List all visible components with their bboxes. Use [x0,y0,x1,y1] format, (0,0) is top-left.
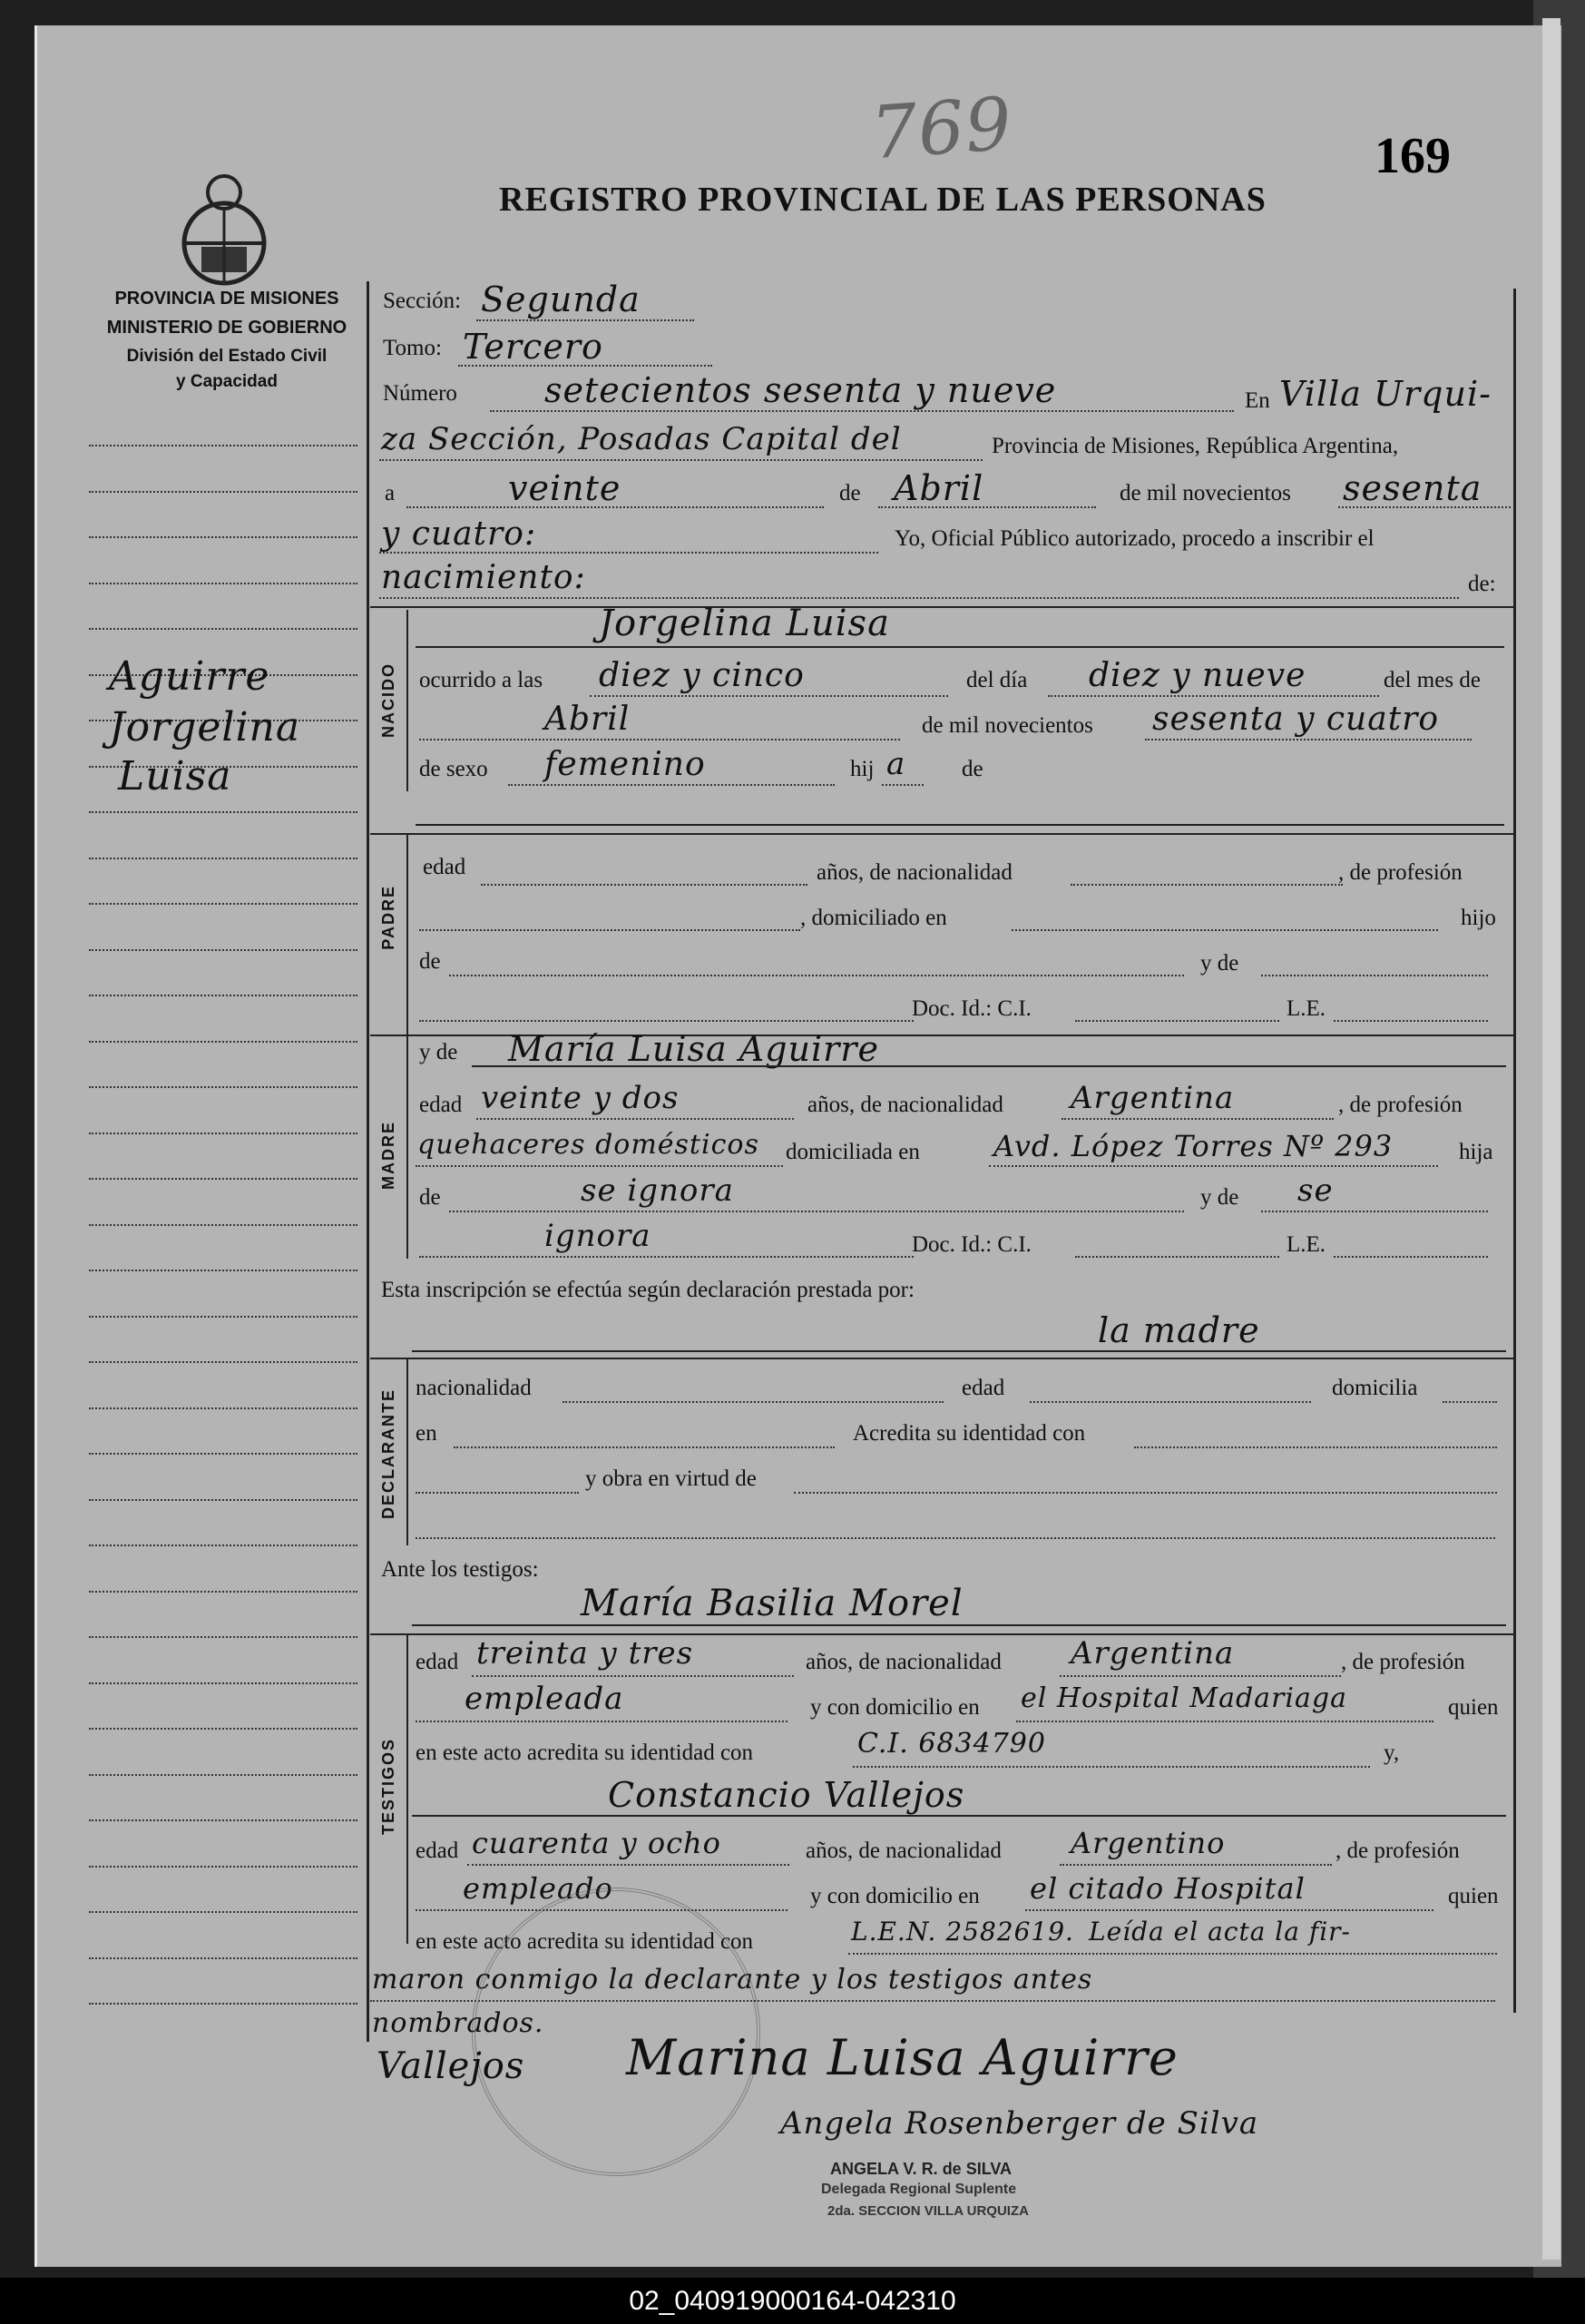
acto-line [379,597,1459,599]
margin-rule-line [89,1866,357,1868]
margin-rule-line [89,445,357,446]
declarante-acredita-line [1134,1446,1497,1448]
margin-rule-line [89,1774,357,1776]
t2-nacionalidad-value: Argentino [1071,1826,1226,1860]
madre-yde-line [1261,1211,1488,1212]
padre-anios-label: años, de nacionalidad [817,860,1013,885]
margin-rule-line [89,1591,357,1593]
margin-rule-line [89,536,357,538]
margin-rule-line [89,1178,357,1180]
numero-line [490,410,1234,412]
sexo-value: femenino [544,746,706,783]
del-dia-label: del día [966,668,1028,692]
testigos-intro: Ante los testigos: [381,1557,539,1582]
padre-nac-line [1071,884,1343,886]
t1-edad-label: edad [416,1650,459,1674]
tomo-value: Tercero [463,327,603,367]
t1-quien-label: quien [1448,1695,1499,1720]
padre-dom-line [1012,929,1438,931]
testigo1-nombre: María Basilia Morel [581,1583,964,1624]
signature-main: Marina Luisa Aguirre [626,2029,1179,2086]
declarante-dom-label: domicilia [1332,1376,1418,1400]
anio-line [1338,506,1511,508]
madre-le-label: L.E. [1287,1232,1326,1257]
signature-left: Vallejos [377,2045,525,2087]
declarante-nac-label: nacionalidad [416,1376,532,1400]
nacido-divider [406,610,408,791]
nacido-mes-value: Abril [544,701,631,738]
sexo-line [508,784,835,786]
tomo-line [458,365,712,367]
margin-rule-line [89,811,357,813]
province-label: PROVINCIA DE MISIONES [114,289,339,309]
margin-rule-line [89,2003,357,2005]
padre-prof-line [419,929,800,931]
margin-rule-line [89,491,357,493]
margin-rule-line [89,583,357,584]
nacido-dia-value: diez y nueve [1089,657,1306,694]
margin-rule-line [89,1544,357,1546]
madre-doc-line [419,1256,914,1258]
t2-con-dom-label: y con domicilio en [810,1884,980,1908]
padre-ci-line [1075,1020,1279,1022]
t1-profesion-value: empleada [465,1681,624,1717]
madre-nombre: María Luisa Aguirre [508,1029,879,1069]
declarante-label: DECLARANTE [379,1388,397,1519]
t2-edad-line [467,1864,789,1866]
madre-y-de-label: y de [419,1040,458,1064]
madre-profesion-label: , de profesión [1338,1093,1463,1117]
margin-rule-line [89,1499,357,1501]
margin-rule-line [89,1270,357,1271]
t1-acredita-label: en este acto acredita su identidad con [416,1741,754,1765]
margin-rule-line [89,949,357,951]
margin-rule-line [89,1453,357,1455]
hora-line [590,695,948,697]
t1-y-label: y, [1384,1741,1400,1765]
t2-dom-line [1025,1909,1433,1911]
margin-rule-line [89,1224,357,1226]
dia-line [406,506,824,508]
right-border [1513,289,1516,2013]
seccion-value: Segunda [481,279,641,319]
anio-value-2: y cuatro: [381,515,537,553]
numero-label: Número [383,381,457,406]
mes-value: Abril [894,468,984,508]
madre-profesion-value: quehaceres domésticos [417,1129,759,1161]
footer-file-id: 02_040919000164-042310 [0,2278,1585,2324]
t2-anios-label: años, de nacionalidad [806,1839,1002,1863]
t1-nac-line [1060,1675,1341,1677]
nacido-label: NACIDO [379,662,397,738]
padre-yde-line [1261,975,1488,976]
t1-con-dom-label: y con domicilio en [810,1695,980,1720]
a-label: a [385,481,396,505]
padre-de-label: de [419,949,441,974]
declarante-edad-line [1030,1401,1311,1403]
margin-rule-line [89,1682,357,1684]
tomo-label: Tomo: [383,336,442,360]
margin-rule-line [89,1636,357,1638]
padre-top-line [370,833,1513,835]
t1-prof-line [416,1721,788,1722]
padre-doc-line [419,1020,914,1022]
margin-rule-line [89,1728,357,1730]
t2-profesion-value: empleado [463,1871,613,1906]
official-title: Delegada Regional Suplente [821,2182,1017,2197]
anio2-line [379,552,878,554]
de-colon: de: [1468,572,1496,596]
madre-label: MADRE [379,1121,397,1190]
declarante-divider [406,1359,408,1545]
padre-doc-label: Doc. Id.: C.I. [912,996,1032,1021]
declarante-obra-label: y obra en virtud de [585,1466,757,1491]
nacido-anio-value: sesenta y cuatro [1152,701,1440,738]
acto-value: nacimiento: [381,559,586,596]
declarante-nac-line [563,1401,944,1403]
margin-surname: Aguirre [109,653,270,700]
margin-rule-line [89,995,357,996]
t2-doc-value: L.E.N. 2582619. [851,1917,1074,1946]
madre-de-label: de [419,1185,441,1210]
en-value-2: za Sección, Posadas Capital del [381,421,902,457]
testigos-label: TESTIGOS [379,1738,397,1836]
t2-nac-line [1060,1864,1332,1866]
column-divider [367,281,369,2042]
hij-line [882,784,924,786]
declarante-top-line [370,1358,1513,1359]
margin-rule-line [89,1407,357,1409]
madre-le-line [1334,1256,1488,1258]
t1-doc-value: C.I. 6834790 [857,1728,1046,1760]
madre-anios-label: años, de nacionalidad [807,1093,1003,1117]
madre-edad-line [476,1118,794,1120]
madre-domiciliada-label: domiciliada en [786,1140,920,1164]
seccion-label: Sección: [383,289,462,313]
nacido-nombre-line [416,646,1504,648]
testigo1-nombre-line [412,1624,1506,1626]
sexo-label: de sexo [419,757,488,781]
t1-dom-line [1016,1721,1433,1722]
t2-profesion-label: , de profesión [1336,1839,1460,1863]
margin-rule-line [89,1819,357,1821]
en-line [379,459,983,461]
t2-edad-label: edad [416,1839,459,1863]
declarante-en-line [454,1446,835,1448]
provincia-text: Provincia de Misiones, República Argentina, [992,434,1399,458]
dia-value: veinte [508,468,621,508]
padre-divider [406,835,408,1035]
margin-rule-line [89,1957,357,1959]
t1-edad-value: treinta y tres [476,1635,694,1672]
t2-edad-value: cuarenta y ocho [472,1826,721,1860]
madre-y-de-label2: y de [1200,1185,1239,1210]
testigo2-nombre: Constancio Vallejos [608,1775,965,1815]
de-label: de [839,481,861,505]
hij-suffix: a [886,746,906,782]
madre-ci-line [1075,1256,1279,1258]
madre-dom-line [989,1165,1438,1167]
madre-nacionalidad-value: Argentina [1071,1080,1235,1116]
madre-nac-line [1062,1118,1334,1120]
madre-madre-value-2: ignora [544,1218,651,1254]
en-label: En [1245,388,1270,413]
padre-label: PADRE [379,885,397,950]
hora-value: diez y cinco [599,657,805,694]
seccion-line [476,319,694,321]
t2-doc-line [848,1953,1497,1955]
madre-hija-label: hija [1459,1140,1493,1164]
declarante-obra-line [794,1492,1497,1494]
page-number: 169 [1375,128,1451,184]
nacido-anio-line [1145,739,1472,740]
madre-padre-value: se ignora [581,1172,734,1209]
madre-domicilio-value: Avd. López Torres Nº 293 [993,1129,1394,1163]
madre-edad-label: edad [419,1093,463,1117]
padre-name-line [416,824,1504,826]
en-value-1: Villa Urqui- [1279,374,1492,414]
nacido-top-line [370,606,1513,608]
capacity-label: y Capacidad [176,372,278,391]
padre-le-line [1334,1020,1488,1022]
margin-firstname: Jorgelina [109,704,301,750]
t2-domicilio-value: el citado Hospital [1030,1871,1306,1906]
madre-de-line [449,1211,1184,1212]
margin-rule-line [89,1316,357,1318]
closing-line-1: Leída el acta la fir- [1089,1917,1351,1946]
declarante-intro: Esta inscripción se efectúa según declaración prestada por: [381,1278,915,1302]
margin-rule-line [89,1133,357,1134]
madre-edad-value: veinte y dos [481,1080,680,1116]
t1-domicilio-value: el Hospital Madariaga [1021,1682,1347,1714]
hij-label: hij [850,757,875,781]
margin-rule-line [89,1911,357,1913]
page-title: REGISTRO PROVINCIAL DE LAS PERSONAS [499,181,1267,219]
declarante-edad-label: edad [962,1376,1005,1400]
declarante-dom-line [1443,1401,1497,1403]
anio-value-1: sesenta [1343,468,1482,508]
testigo2-nombre-line [412,1815,1506,1817]
padre-edad-line [481,884,807,886]
official-office: 2da. SECCION VILLA URQUIZA [827,2203,1029,2219]
nacido-nombre: Jorgelina Luisa [599,603,890,644]
t2-quien-label: quien [1448,1884,1499,1908]
madre-nombre-line [472,1065,1506,1067]
official-name: ANGELA V. R. de SILVA [830,2160,1013,2178]
declarante-value-line [412,1350,1506,1352]
padre-de-line [449,975,1184,976]
margin-rule-line [89,628,357,630]
ministry-label: MINISTERIO DE GOBIERNO [106,318,347,338]
nacido-dia-line [1048,695,1379,697]
padre-profesion-label: , de profesión [1338,860,1463,885]
declarante-extra-line [416,1537,1495,1539]
page-edge [1542,18,1561,2260]
margin-middlename: Luisa [118,753,232,799]
margin-rule-line [89,858,357,859]
padre-hijo-label: hijo [1461,906,1496,930]
mil-label: de mil novecientos [1120,481,1291,505]
t2-acredita-label: en este acto acredita su identidad con [416,1929,754,1954]
t1-doc-line [853,1766,1370,1768]
numero-value: setecientos sesenta y nueve [544,370,1057,410]
yo-text: Yo, Oficial Público autorizado, procedo a inscribir el [895,526,1375,551]
division-label: División del Estado Civil [126,347,328,366]
padre-domiciliado-label: , domiciliado en [800,906,947,930]
madre-doc-label: Doc. Id.: C.I. [912,1232,1032,1257]
coat-of-arms-icon [174,163,274,290]
nacido-de-label: de [962,757,983,781]
madre-divider [406,1036,408,1259]
padre-le-label: L.E. [1287,996,1326,1021]
madre-prof-line [416,1165,783,1167]
testigos-divider [406,1635,408,1944]
nacido-mes-line [419,739,900,740]
margin-rule-line [89,1361,357,1363]
del-mes-label: del mes de [1384,668,1481,692]
declarante-value: la madre [1098,1310,1260,1350]
ocurrido-label: ocurrido a las [419,668,543,692]
margin-rule-line [89,903,357,905]
declarante-en-label: en [416,1421,437,1446]
t1-profesion-label: , de profesión [1341,1650,1465,1674]
margin-rule-line [89,1041,357,1043]
closing-line-2: maron conmigo la declarante y los testigos antes [372,1964,1093,1996]
margin-rule-line [89,1086,357,1088]
madre-madre-value-1: se [1297,1172,1334,1209]
t1-edad-line [472,1675,794,1677]
t1-anios-label: años, de nacionalidad [806,1650,1002,1674]
declarante-obra-pre-line [416,1492,579,1494]
padre-y-de-label: y de [1200,951,1239,976]
t1-nacionalidad-value: Argentina [1071,1635,1235,1672]
handwritten-number: 769 [867,81,1015,176]
padre-edad-label: edad [423,855,466,879]
closing-line-3: nombrados. [372,2007,544,2039]
declarante-acredita-label: Acredita su identidad con [853,1421,1086,1446]
mes-line [878,506,1096,508]
nacido-mil-label: de mil novecientos [922,713,1093,738]
signature-official: Angela Rosenberger de Silva [780,2105,1259,2142]
